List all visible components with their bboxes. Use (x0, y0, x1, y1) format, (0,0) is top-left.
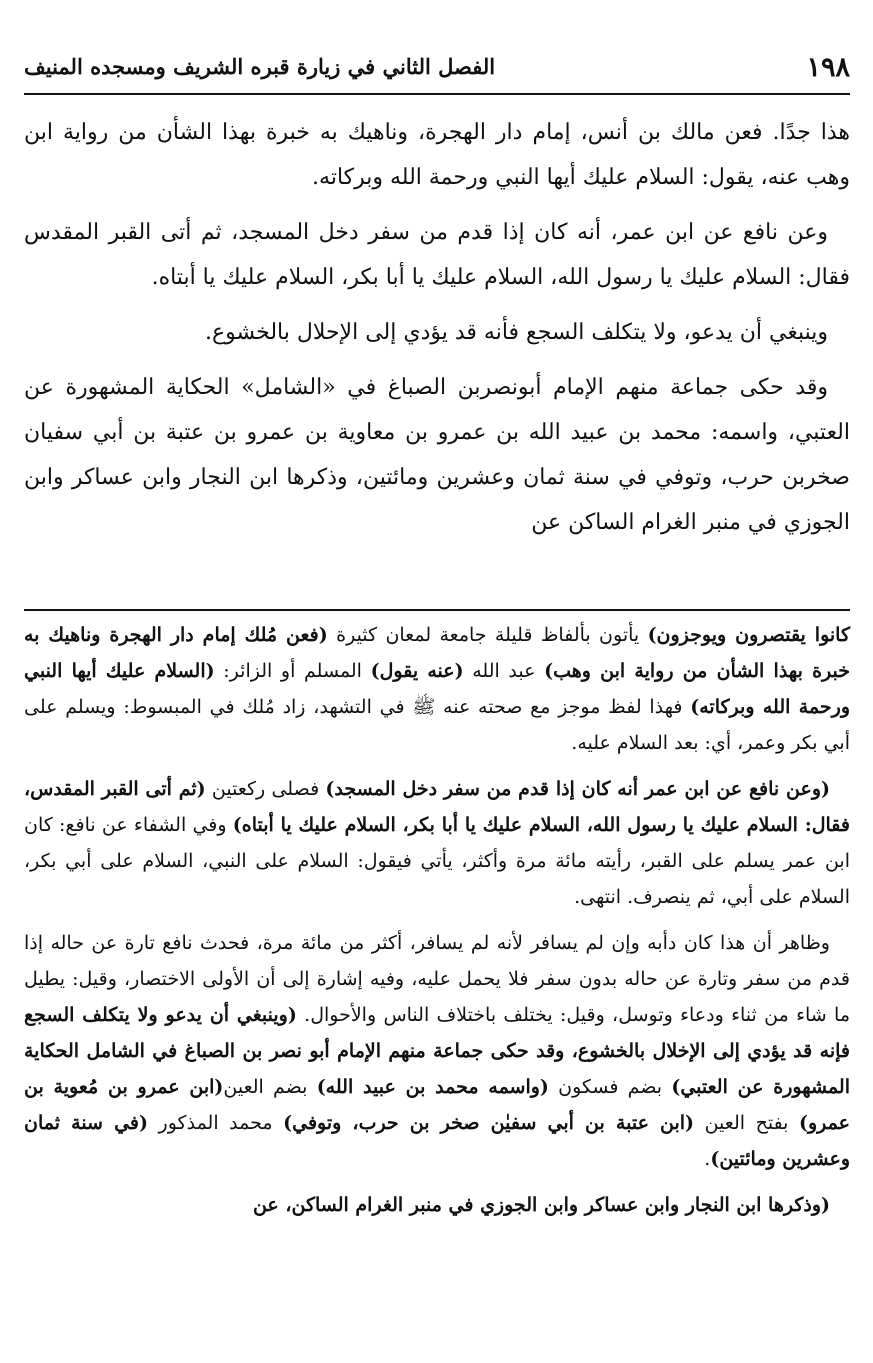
gloss-text: وظاهر أن هذا كان دأبه وإن لم يسافر لأنه لم يسافر، أكثر من مائة مرة، فحدث نافع تارة عن حاله إذا قدم من سفر وتارة عن حاله بدون سفر فلا يحمل عليه، وفيه إشارة إلى أن الأولى الاختصار، وقيل: يطيل ما شاء من ثناء ودعاء وتوسل، وقيل: يختلف باختلاف الناس والأحوال. (24, 932, 850, 1026)
header-rule (24, 93, 850, 95)
gloss-text: فهذا لفظ موجز مع صحته عنه ﷺ في التشهد، زاد مُلك في المبسوط: ويسلم على أبي بكر وعمر، أي: بعد السلام عليه. (24, 696, 850, 754)
quoted-text: (ابن عمرو بن مُعوية بن عمرو) (24, 1076, 850, 1134)
quoted-text: (ابن عتبة بن أبي سفيٰن صخر بن حرب، وتوفي) (283, 1112, 695, 1134)
gloss-text: المسلم أو الزائر: (214, 660, 371, 682)
running-title: الفصل الثاني في زيارة قبره الشريف ومسجده المنيف (24, 54, 496, 79)
gloss-text: . (704, 1148, 711, 1170)
gloss-text: يأتون بألفاظ قليلة جامعة لمعان كثيرة (327, 624, 648, 646)
quoted-text: (وعن نافع عن ابن عمر أنه كان إذا قدم من سفر دخل المسجد) (325, 778, 831, 800)
commentary-paragraph (24, 1187, 850, 1223)
gloss-text: عبد الله (463, 660, 545, 682)
main-paragraph: وقد حكى جماعة منهم الإمام أبونصربن الصباغ في «الشامل» الحكاية المشهورة عن العتبي، واسمه: محمد بن عبيد الله بن عمرو بن معاوية بن عمرو بن عتبة بن أبي سفيان صخربن حرب، وتوفي في سنة ثمان وعشرين ومائتين، وذكرها ابن النجار وابن عساكر وابن الجوزي في منبر الغرام الساكن عن (24, 375, 850, 535)
commentary-rule (24, 609, 850, 611)
main-text (24, 110, 850, 555)
commentary-paragraph (24, 617, 850, 761)
quoted-text: كانوا يقتصرون ويوجزون) (647, 624, 851, 646)
quoted-text: (عنه يقول) (370, 660, 464, 682)
page-number: ١٩٨ (806, 52, 850, 83)
quoted-text: (السلام عليك أيها النبي ورحمة الله وبركاته) (24, 660, 850, 718)
gloss-text: بفتح العين (694, 1112, 800, 1134)
gloss-text: بضم العين (223, 1076, 317, 1098)
gloss-text: محمد المذكور (148, 1112, 284, 1134)
main-paragraph: وعن نافع عن ابن عمر، أنه كان إذا قدم من سفر دخل المسجد، ثم أتى القبر المقدس فقال: السلام عليك يا رسول الله، السلام عليك يا أبا بكر، السلام عليك يا أبتاه. (24, 220, 850, 290)
quoted-text: (وذكرها ابن النجار وابن عساكر وابن الجوزي في منبر الغرام الساكن، عن (252, 1194, 830, 1216)
quoted-text: (فعن مُلك إمام دار الهجرة وناهيك به خبرة بهذا الشأن من رواية ابن وهب) (24, 624, 850, 682)
commentary (24, 617, 850, 1233)
gloss-text: وفي الشفاء عن نافع: كان ابن عمر يسلم على القبر، رأيته مائة مرة وأكثر، يأتي فيقول: السلام على النبي، السلام على أبي بكر، السلام على أبي، ثم ينصرف. انتهى. (24, 814, 850, 908)
quoted-text: (ثم أتى القبر المقدس، فقال: السلام عليك يا رسول الله، السلام عليك يا أبا بكر، السلام عليك يا أبتاه) (24, 778, 851, 836)
book-page (24, 0, 850, 1363)
gloss-text: فصلى ركعتين (205, 778, 326, 800)
page-header (24, 48, 850, 90)
quoted-text: (واسمه محمد بن عبيد الله) (316, 1076, 549, 1098)
gloss-text: بضم فسكون (548, 1076, 672, 1098)
quoted-text: (في سنة ثمان وعشرين ومائتين) (24, 1112, 850, 1170)
quoted-text: (وينبغي أن يدعو ولا يتكلف السجع فإنه قد يؤدي إلى الإخلال بالخشوع، وقد حكى جماعة منهم الإمام أبو نصر بن الصباغ في الشامل الحكاية المشهورة عن العتبي) (24, 1004, 850, 1098)
main-paragraph: وينبغي أن يدعو، ولا يتكلف السجع فأنه قد يؤدي إلى الإحلال بالخشوع. (205, 320, 828, 345)
commentary-paragraph (24, 925, 850, 1177)
main-paragraph: هذا جدًا. فعن مالك بن أنس، إمام دار الهجرة، وناهيك به خبرة بهذا الشأن من رواية ابن وهب عنه، يقول: السلام عليك أيها النبي ورحمة الله وبركاته. (24, 120, 850, 190)
commentary-paragraph (24, 771, 850, 915)
